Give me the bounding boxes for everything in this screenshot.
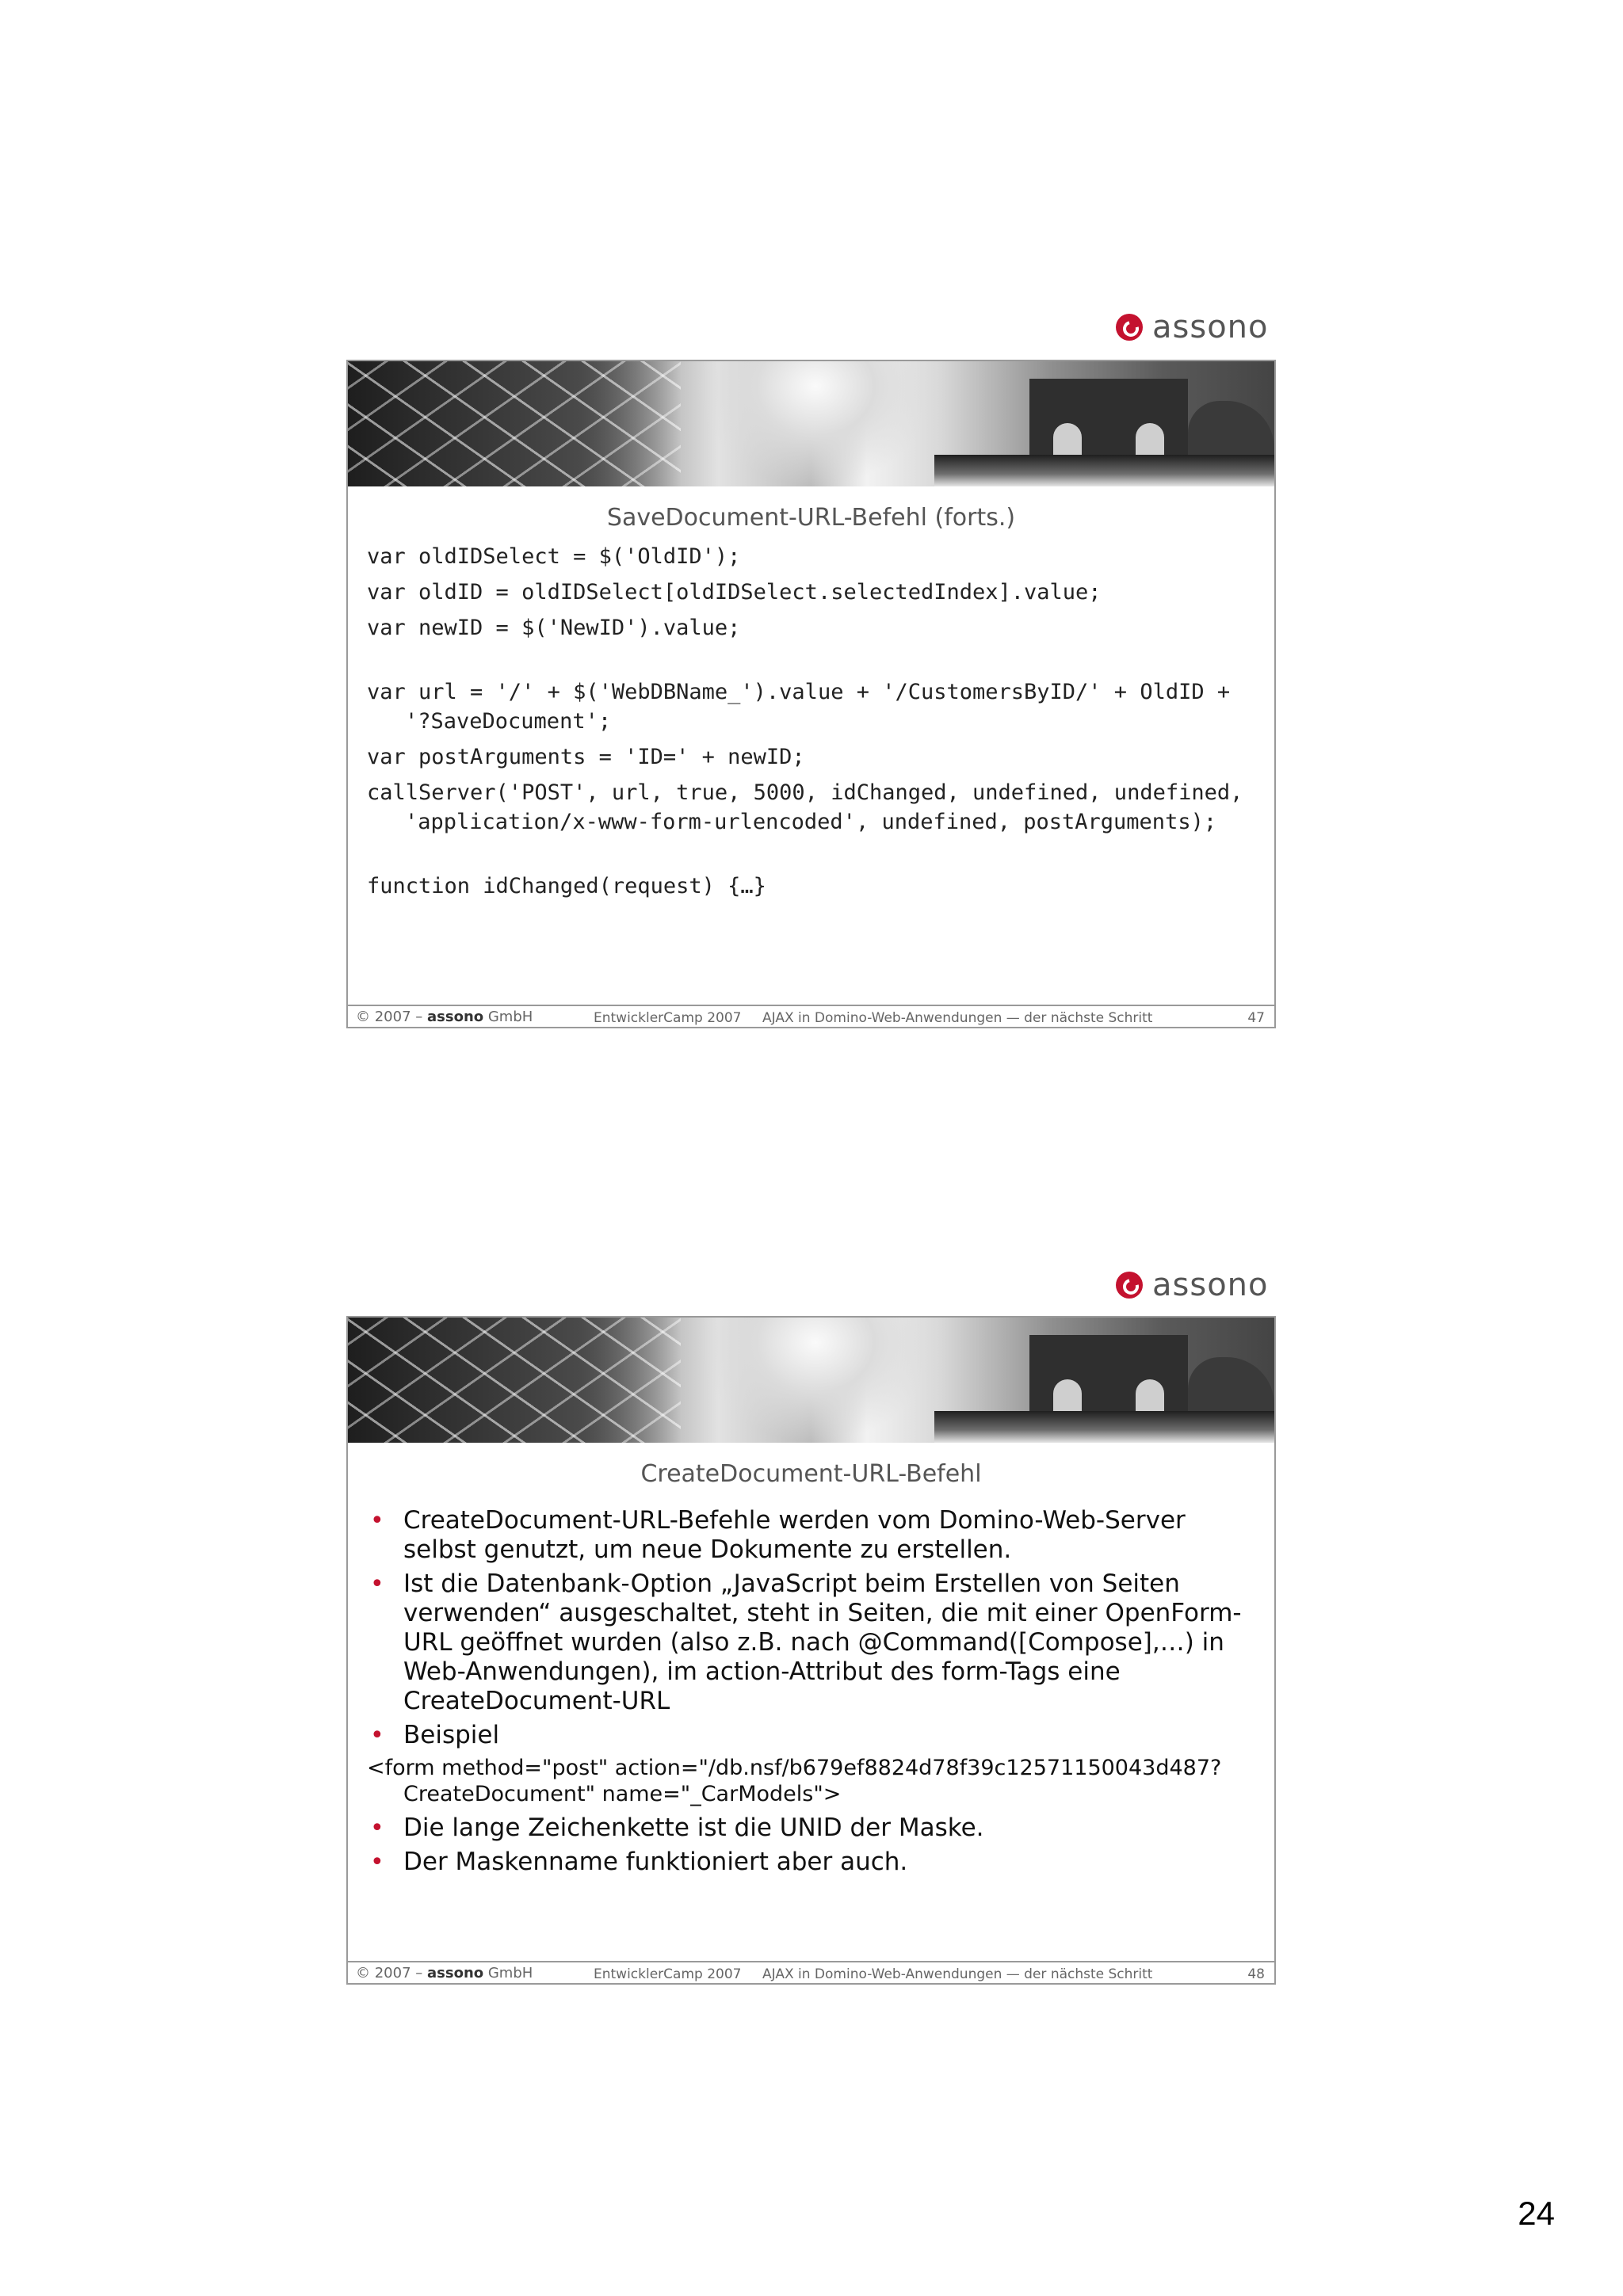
code-line: var postArguments = 'ID=' + newID; (367, 745, 805, 769)
footer-slide-number: 48 (1247, 1966, 1265, 1982)
slide-48 (346, 1316, 1276, 1985)
page-number: 24 (1518, 2195, 1555, 2232)
code-line: var url = '/' + $('WebDBName_').value + '/CustomersByID/' + OldID + '?SaveDocument'; (367, 680, 1243, 734)
code-line: var newID = $('NewID').value; (367, 616, 741, 640)
list-item: • Ist die Datenbank-Option „JavaScript beim Erstellen von Seiten verwenden“ ausgeschaltet, steht in Seiten, die mit einer OpenForm-URL geöffnet wurden (also z.B. nach @Command([Compose],…) in Web-Anwendungen), im action-Attribut des form-Tags eine CreateDocument-URL (370, 1569, 1242, 1715)
bullet-icon: • (370, 1814, 384, 1842)
list-item: • Der Maskenname funktioniert aber auch. (370, 1848, 908, 1876)
bullet-icon: • (370, 1507, 384, 1535)
footer-conference: EntwicklerCamp 2007 (594, 1010, 742, 1026)
code-line: function idChanged(request) {…} (367, 874, 766, 898)
assono-logo-icon (1116, 314, 1143, 341)
slide-footer (348, 1961, 1274, 1983)
bullet-icon: • (370, 1570, 384, 1598)
assono-logo-icon (1116, 1272, 1143, 1299)
footer-copyright: © 2007 – assono GmbH (356, 1009, 533, 1025)
bullet-list (348, 1506, 1274, 1877)
list-item: • Die lange Zeichenkette ist die UNID der Maske. (370, 1814, 984, 1842)
bullet-icon: • (370, 1722, 384, 1749)
footer-talk-title: AJAX in Domino-Web-Anwendungen — der nächste Schritt (762, 1010, 1153, 1026)
logo-wordmark: assono (1152, 309, 1269, 345)
assono-logo (1116, 305, 1274, 349)
slide-title: SaveDocument-URL-Befehl (forts.) (606, 504, 1016, 532)
footer-talk-title: AJAX in Domino-Web-Anwendungen — der nächste Schritt (762, 1966, 1153, 1982)
code-line: var oldIDSelect = $('OldID'); (367, 544, 741, 569)
logo-wordmark: assono (1152, 1267, 1269, 1303)
code-block (348, 536, 1274, 901)
assono-logo (1116, 1263, 1274, 1307)
list-item: • CreateDocument-URL-Befehle werden vom Domino-Web-Server selbst genutzt, um neue Dokumente zu erstellen. (370, 1506, 1186, 1564)
slide-title: CreateDocument-URL-Befehl (640, 1460, 982, 1488)
code-line: var oldID = oldIDSelect[oldIDSelect.selectedIndex].value; (367, 580, 1102, 605)
footer-slide-number: 47 (1247, 1010, 1265, 1026)
slide-47 (346, 360, 1276, 1028)
code-example: <form method="post" action="/db.nsf/b679ef8824d78f39c12571150043d487?CreateDocument" name="_CarModels"> (367, 1756, 1222, 1806)
slide-banner-image (348, 361, 1274, 486)
bullet-icon: • (370, 1848, 384, 1876)
slide-banner-image (348, 1318, 1274, 1443)
footer-conference: EntwicklerCamp 2007 (594, 1966, 742, 1982)
footer-copyright: © 2007 – assono GmbH (356, 1965, 533, 1981)
list-item: • Beispiel (370, 1721, 500, 1749)
code-line: callServer('POST', url, true, 5000, idChanged, undefined, undefined, 'application/x-www-form-urlencoded', undefined, postArguments); (367, 780, 1256, 834)
slide-footer (348, 1005, 1274, 1027)
